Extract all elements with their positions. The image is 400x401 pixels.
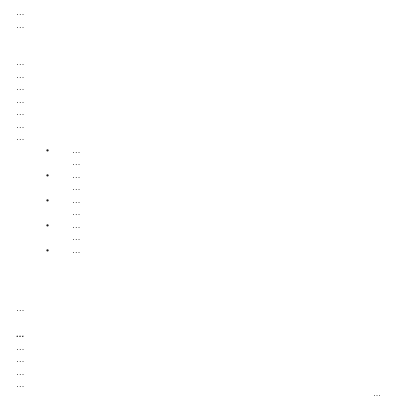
list-item	[16, 244, 372, 257]
intro-paragraph	[16, 6, 372, 31]
list-item	[16, 144, 372, 169]
subsection-title: …	[16, 329, 25, 339]
text-line: • …	[72, 144, 81, 155]
text-line: • …	[72, 169, 81, 180]
subsection	[16, 328, 372, 391]
text-line: …	[16, 366, 25, 377]
section-1-title: …	[16, 57, 25, 67]
text-line: …	[16, 132, 25, 142]
text-line: …	[16, 82, 25, 92]
text-line: …	[72, 207, 81, 217]
text-line: …	[16, 94, 25, 105]
text-line: …	[72, 157, 81, 167]
text-line: …	[16, 7, 25, 17]
page-number: …	[373, 389, 381, 398]
text-line: • …	[72, 244, 81, 255]
text-line: …	[72, 232, 81, 242]
list-item	[16, 194, 372, 219]
text-line: …	[16, 354, 25, 364]
section-1	[16, 56, 372, 256]
feature-list	[16, 144, 372, 257]
text-line: …	[16, 379, 25, 389]
text-line: …	[16, 341, 25, 352]
text-line: …	[72, 182, 81, 192]
list-item	[16, 219, 372, 244]
text-line: • …	[72, 219, 81, 230]
text-line: …	[16, 69, 25, 80]
list-item	[16, 169, 372, 194]
text-line: …	[16, 119, 25, 130]
text-line: …	[16, 19, 25, 30]
section-2-title: …	[16, 303, 25, 313]
section-2	[16, 302, 372, 315]
text-line: …	[16, 107, 25, 117]
text-line: • …	[72, 194, 81, 205]
